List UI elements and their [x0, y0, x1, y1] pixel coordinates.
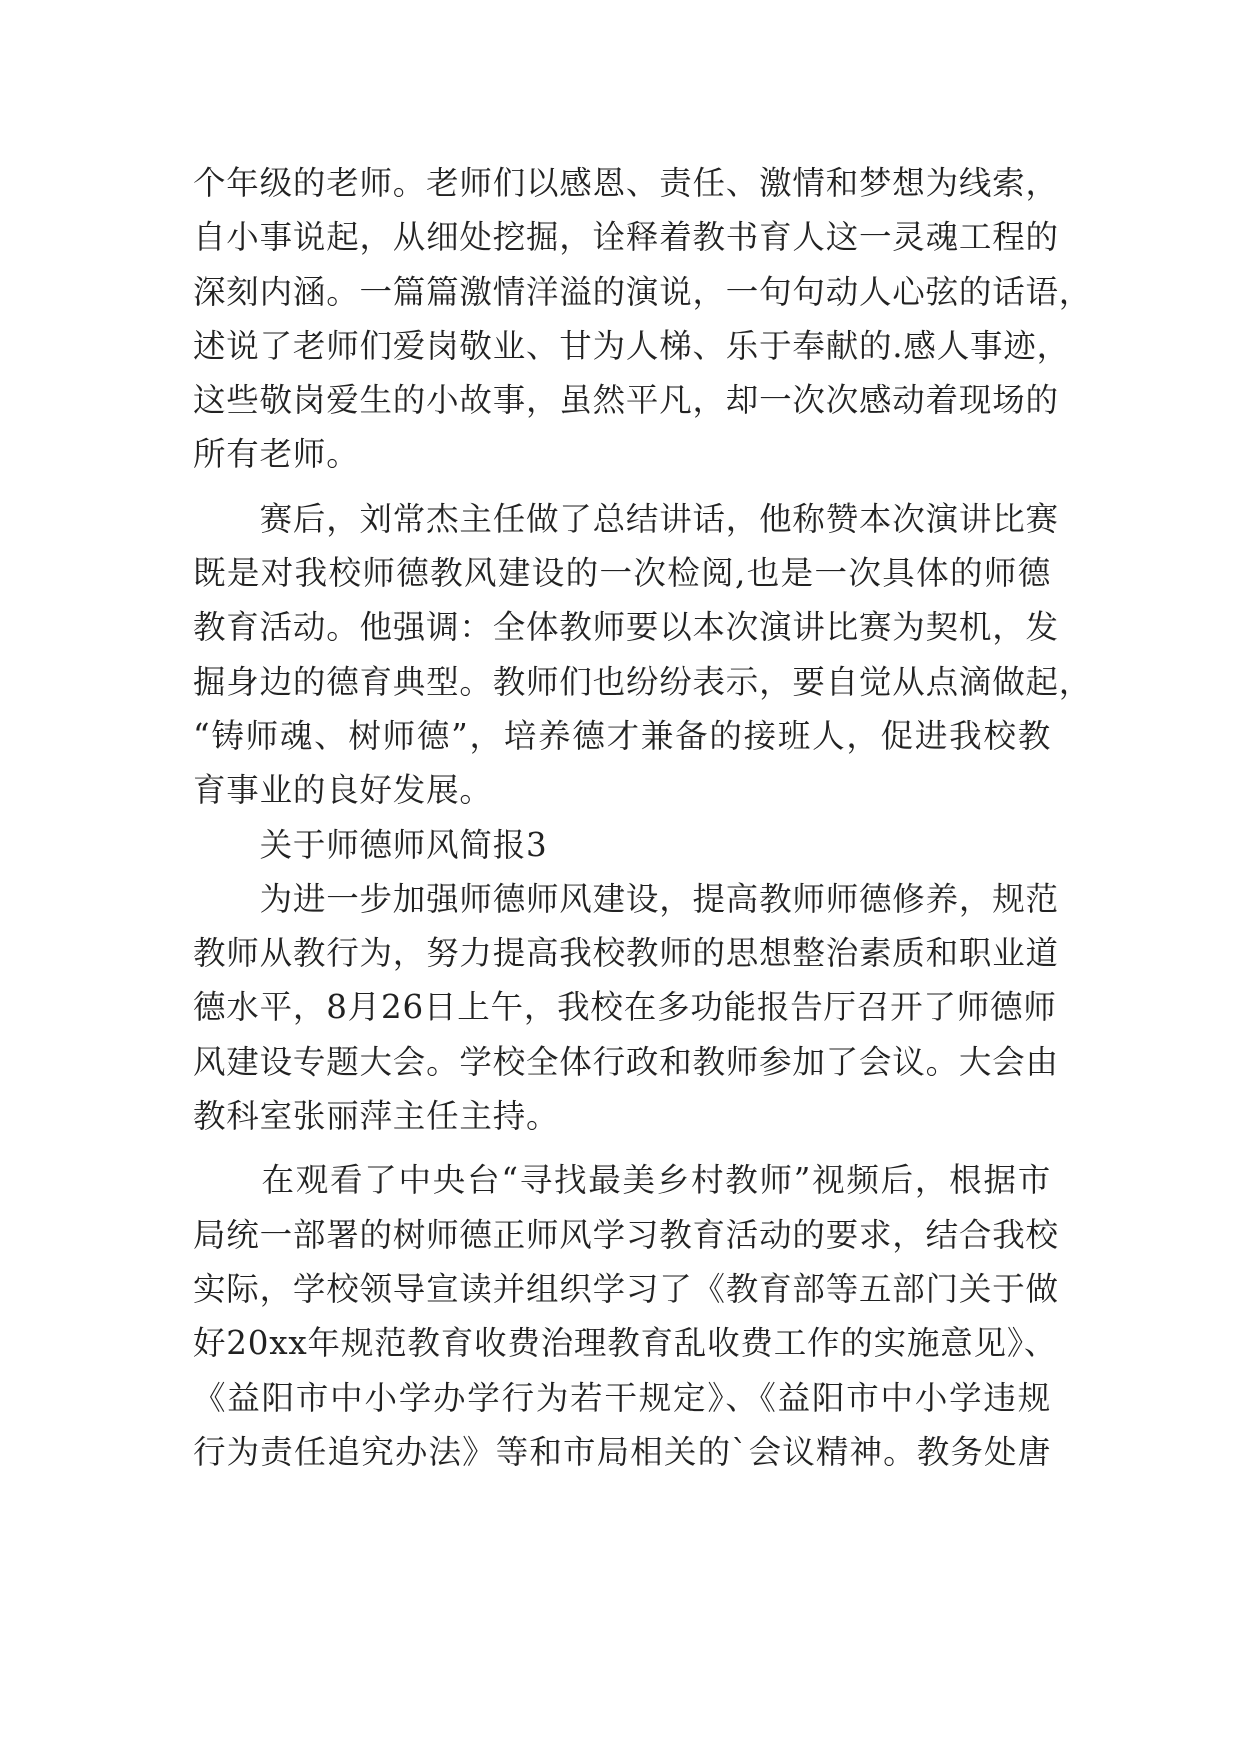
text-line: 德水平，8月26日上午，我校在多功能报告厅召开了师德师 [193, 988, 1057, 1027]
text-line: 为进一步加强师德师风建设，提高教师师德修养，规范 [193, 879, 1059, 918]
text-line: 自小事说起，从细处挖掘，诠释着教书育人这一灵魂工程的 [193, 218, 1059, 257]
document-body [193, 156, 1093, 1479]
paragraph-study [193, 1153, 1059, 1479]
paragraph-summary [193, 156, 1093, 482]
text-line: 所有老师。 [193, 435, 360, 474]
text-line: “铸师魂、树师德”，培养德才兼备的接班人，促进我校教 [193, 716, 1051, 755]
text-line: 实际，学校领导宣读并组织学习了《教育部等五部门关于做 [193, 1269, 1059, 1308]
text-line: 育事业的良好发展。 [193, 771, 493, 810]
text-line: 掘身边的德育典型。教师们也纷纷表示，要自觉从点滴做起， [193, 662, 1093, 701]
text-line: 赛后，刘常杰主任做了总结讲话，他称赞本次演讲比赛 [193, 499, 1059, 538]
heading-line: 关于师德师风简报3 [193, 825, 548, 864]
text-line: 深刻内涵。一篇篇激情洋溢的演说，一句句动人心弦的话语， [193, 272, 1093, 311]
text-line: 个年级的老师。老师们以感恩、责任、激情和梦想为线索， [193, 164, 1059, 202]
text-line: 《益阳市中小学办学行为若干规定》、《益阳市中小学违规 [193, 1378, 1051, 1417]
text-line: 局统一部署的树师德正师风学习教育活动的要求，结合我校 [193, 1215, 1059, 1254]
text-line: 好20xx年规范教育收费治理教育乱收费工作的实施意见》、 [193, 1324, 1058, 1363]
text-line: 教师从教行为，努力提高我校教师的思想整治素质和职业道 [193, 934, 1059, 973]
text-line: 这些敬岗爱生的小故事，虽然平凡，却一次次感动着现场的 [193, 381, 1059, 420]
section-heading [193, 818, 1051, 872]
text-line: 教科室张丽萍主任主持。 [193, 1097, 560, 1136]
text-line: 教育活动。他强调：全体教师要以本次演讲比赛为契机，发 [193, 608, 1059, 647]
text-line: 风建设专题大会。学校全体行政和教师参加了会议。大会由 [193, 1042, 1059, 1081]
paragraph-speech [193, 492, 1093, 818]
text-line: 行为责任追究办法》等和市局相关的`会议精神。教务处唐 [193, 1432, 1051, 1471]
paragraph-meeting [193, 872, 1059, 1143]
text-line: 在观看了中央台“寻找最美乡村教师”视频后，根据市 [193, 1161, 1051, 1200]
text-line: 述说了老师们爱岗敬业、甘为人梯、乐于奉献的.感人事迹， [193, 326, 1070, 365]
text-line: 既是对我校师德教风建设的一次检阅,也是一次具体的师德 [193, 554, 1051, 593]
